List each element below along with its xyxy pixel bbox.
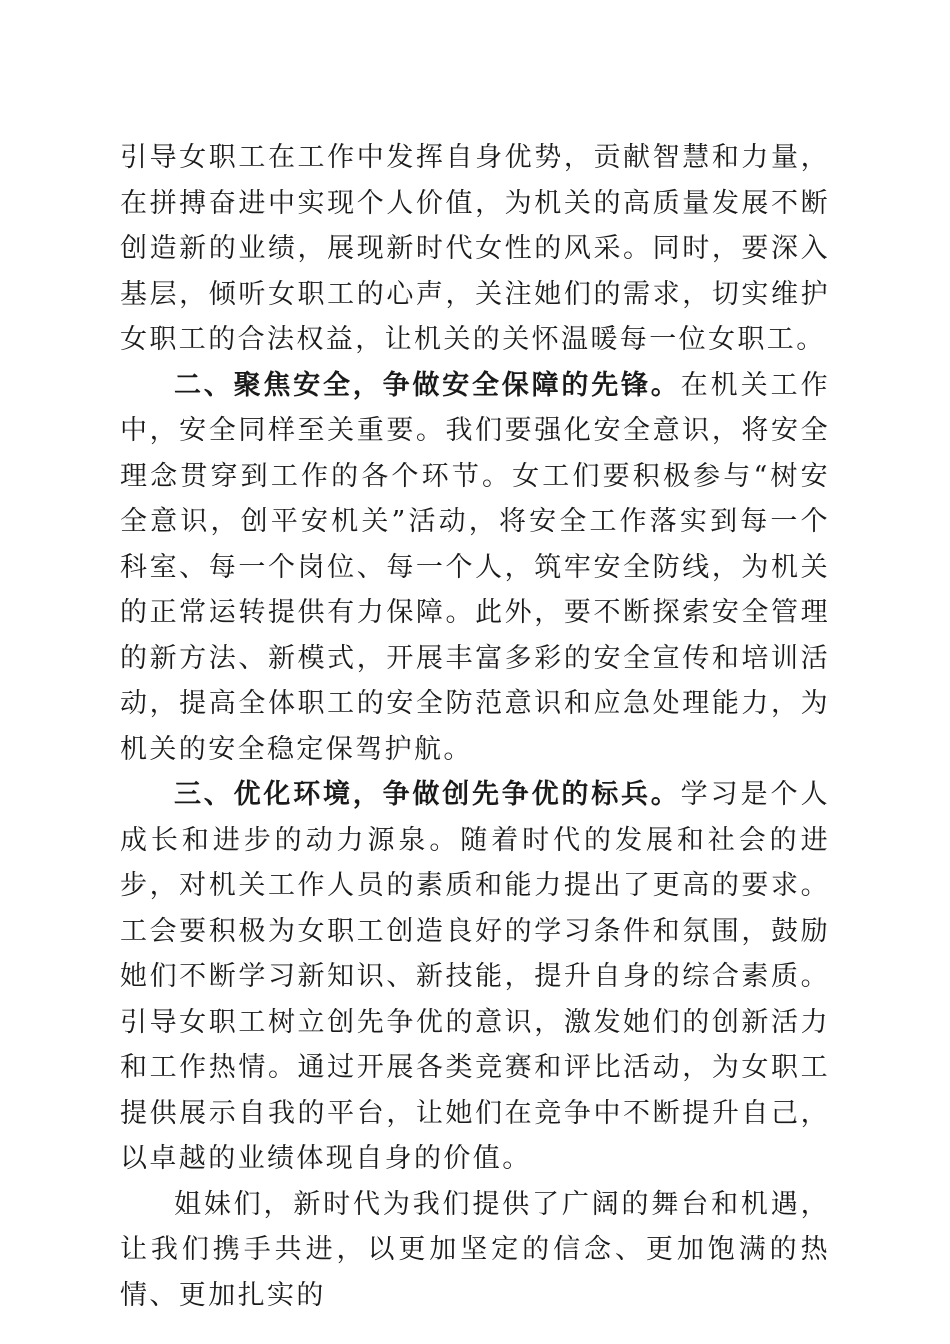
section-heading: 三、优化环境，争做创先争优的标兵。 [174,779,681,810]
paragraph-text: 在机关工作中，安全同样至关重要。我们要强化安全意识，将安全理念贯穿到工作的各个环节。女工们要积极参与“树安全意识，创平安机关”活动，将安全工作落实到每一个科室、每一个岗位、每一个人，筑牢安全防线，为机关的正常运转提供有力保障。此外，要不断探索安全管理的新方法、新模式，开展丰富多彩的安全宣传和培训活动，提高全体职工的安全防范意识和应急处理能力，为机关的安全稳定保驾护航。 [120,369,831,765]
paragraph-continuation [120,135,830,363]
paragraph-closing [120,1182,830,1319]
paragraph-section-two [120,363,830,773]
section-heading: 二、聚焦安全，争做安全保障的先锋。 [174,369,681,401]
paragraph-text: 引导女职工在工作中发挥自身优势，贡献智慧和力量，在拼搏奋进中实现个人价值，为机关的高质量发展不断创造新的业绩，展现新时代女性的风采。同时，要深入基层，倾听女职工的心声，关注她们的需求，切实维护女职工的合法权益，让机关的关怀温暖每一位女职工。 [120,142,830,355]
paragraph-text: 学习是个人成长和进步的动力源泉。随着时代的发展和社会的进步，对机关工作人员的素质和能力提出了更高的要求。工会要积极为女职工创造良好的学习条件和氛围，鼓励她们不断学习新知识、新技能，提升自身的综合素质。引导女职工树立创先争优的意识，激发她们的创新活力和工作热情。通过开展各类竞赛和评比活动，为女职工提供展示自我的平台，让她们在竞争中不断提升自己，以卓越的业绩体现自身的价值。 [120,779,831,1174]
paragraph-text: 姐妹们，新时代为我们提供了广阔的舞台和机遇，让我们携手共进，以更加坚定的信念、更加饱满的热情、更加扎实的 [120,1188,830,1311]
document-page [120,135,830,1318]
paragraph-section-three [120,772,830,1182]
